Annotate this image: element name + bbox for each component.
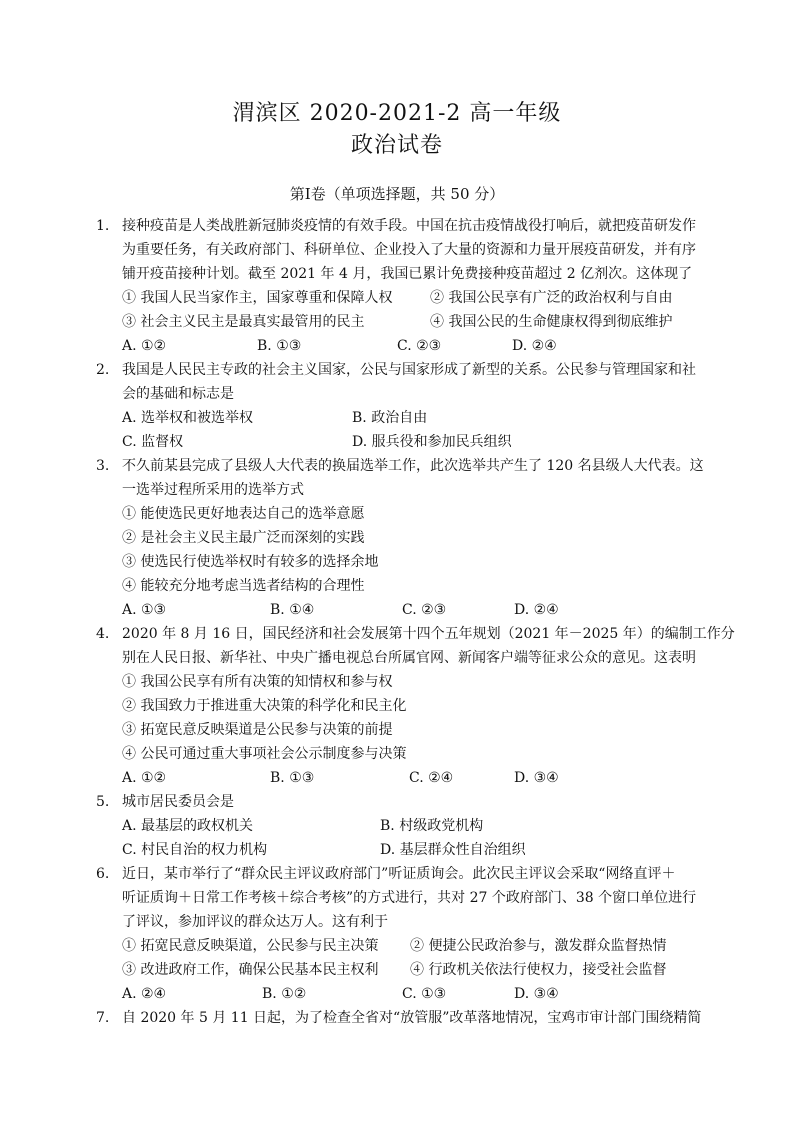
- option-d: D. 服兵役和参加民兵组织: [352, 434, 512, 450]
- statement: ② 是社会主义民主最广泛而深刻的实践: [122, 530, 365, 546]
- question-6: [96, 862, 706, 1006]
- section-heading: 第Ⅰ卷（单项选择题，共 50 分）: [289, 185, 505, 203]
- option-c: C. ②③: [402, 602, 447, 618]
- question-1: [96, 214, 706, 358]
- option-c: C. 监督权: [122, 434, 184, 450]
- question-text: 2020 年 8 月 16 日，国民经济和社会发展第十四个五年规划（2021 年－2025 年）的编制工作分 别在人民日报、新华社、中央广播电视总台所属官网、新闻客户端等征求公众的意见。这表明 ① 我国公民享有所有决策的知情权和参与权 ② 我国致力于推进重大决策的科学化和民主化 ③ 拓宽民意反映渠道是公民参与决策的前提 ④ 公民可通过重大事项社会公示制度参与决策: [122, 622, 706, 766]
- option-b: B. ①②: [262, 986, 307, 1002]
- statement: ① 我国人民当家作主，国家尊重和保障人权: [122, 290, 393, 306]
- question-2: [96, 358, 706, 454]
- question-number: 5.: [96, 794, 110, 810]
- statement-row: [122, 934, 706, 958]
- statement: ④ 公民可通过重大事项社会公示制度参与决策: [122, 746, 407, 762]
- question-number: 2.: [96, 362, 110, 378]
- question-number: 6.: [96, 866, 110, 882]
- exam-title: 渭滨区 2020-2021-2 高一年级: [232, 101, 562, 126]
- options-row: [122, 334, 706, 358]
- question-7: [96, 1006, 706, 1030]
- statement: ① 我国公民享有所有决策的知情权和参与权: [122, 674, 393, 690]
- statement: ③ 社会主义民主是最真实最管用的民主: [122, 314, 365, 330]
- statement: ① 拓宽民意反映渠道，公民参与民主决策: [122, 938, 379, 954]
- statement: ③ 改进政府工作，确保公民基本民主权利: [122, 962, 379, 978]
- question-4: [96, 622, 735, 790]
- question-number: 3.: [96, 458, 110, 474]
- statement: ④ 能较充分地考虑当选者结构的合理性: [122, 578, 365, 594]
- option-c: C. 村民自治的权力机构: [122, 842, 268, 858]
- question-5: [96, 790, 706, 862]
- exam-subject: 政治试卷: [350, 133, 443, 158]
- question-number: 1.: [96, 218, 110, 234]
- options-row: [122, 838, 706, 862]
- option-a: A. 最基层的政权机关: [122, 818, 254, 834]
- option-d: D. ②④: [514, 602, 559, 618]
- question-text: 不久前某县完成了县级人大代表的换届选举工作，此次选举共产生了 120 名县级人大代表。这 一选举过程所采用的选举方式 ① 能使选民更好地表达自己的选举意愿 ② 是社会主义民主最广泛而深刻的实践 ③ 使选民行使选举权时有较多的选择余地 ④ 能较充分地考虑当选者结构的合理性: [122, 454, 706, 598]
- option-d: D. ②④: [512, 338, 557, 354]
- statement-row: [122, 286, 706, 310]
- option-b: B. 政治自由: [352, 410, 428, 426]
- option-c: C. ②④: [409, 770, 454, 786]
- statement: ③ 拓宽民意反映渠道是公民参与决策的前提: [122, 722, 393, 738]
- statement: ② 我国公民享有广泛的政治权利与自由: [430, 290, 673, 306]
- options-row: [122, 430, 706, 454]
- question-text: 接种疫苗是人类战胜新冠肺炎疫情的有效手段。中国在抗击疫情战役打响后，就把疫苗研发作 为重要任务，有关政府部门、科研单位、企业投入了大量的资源和力量开展疫苗研发，并有序 铺开疫苗接种计划。截至 2021 年 4 月，我国已累计免费接种疫苗超过 2 亿剂次。这体现了: [122, 218, 696, 282]
- statement: ② 便捷公民政治参与，激发群众监督热情: [410, 938, 667, 954]
- question-number: 4.: [96, 626, 110, 642]
- question-text: 近日，某市举行了“群众民主评议政府部门”听证质询会。此次民主评议会采取“网络直评＋ 听证质询＋日常工作考核＋综合考核”的方式进行，共对 27 个政府部门、38 个窗口单位进行 了评议，参加评议的群众达万人。这有利于: [122, 866, 697, 930]
- option-d: D. ③④: [514, 986, 559, 1002]
- option-d: D. 基层群众性自治组织: [380, 842, 526, 858]
- question-text: 自 2020 年 5 月 11 日起，为了检查全省对“放管服”改革落地情况，宝鸡市审计部门围绕精简: [122, 1010, 702, 1026]
- statement: ④ 我国公民的生命健康权得到彻底维护: [430, 314, 673, 330]
- question-text: 我国是人民民主专政的社会主义国家，公民与国家形成了新型的关系。公民参与管理国家和社 会的基础和标志是: [122, 362, 696, 402]
- option-a: A. ①②: [122, 770, 167, 786]
- option-a: A. ②④: [122, 986, 167, 1002]
- options-row: [122, 814, 706, 838]
- option-c: C. ②③: [397, 338, 442, 354]
- statement: ② 我国致力于推进重大决策的科学化和民主化: [122, 698, 407, 714]
- question-text: 城市居民委员会是: [122, 794, 234, 810]
- options-row: [122, 766, 706, 790]
- statement-row: [122, 958, 706, 982]
- question-3: [96, 454, 706, 622]
- option-a: A. ①③: [122, 602, 167, 618]
- option-d: D. ③④: [514, 770, 559, 786]
- option-b: B. 村级政党机构: [380, 818, 484, 834]
- statement: ③ 使选民行使选举权时有较多的选择余地: [122, 554, 379, 570]
- statement: ① 能使选民更好地表达自己的选举意愿: [122, 506, 365, 522]
- statement-row: [122, 310, 706, 334]
- option-b: B. ①④: [270, 602, 315, 618]
- option-a: A. ①②: [122, 338, 167, 354]
- options-row: [122, 982, 706, 1006]
- options-row: [122, 406, 706, 430]
- option-a: A. 选举权和被选举权: [122, 410, 254, 426]
- options-row: [122, 598, 706, 622]
- statement: ④ 行政机关依法行使权力，接受社会监督: [410, 962, 667, 978]
- option-c: C. ①③: [402, 986, 447, 1002]
- question-number: 7.: [96, 1010, 110, 1026]
- option-b: B. ①③: [257, 338, 302, 354]
- option-b: B. ①③: [270, 770, 315, 786]
